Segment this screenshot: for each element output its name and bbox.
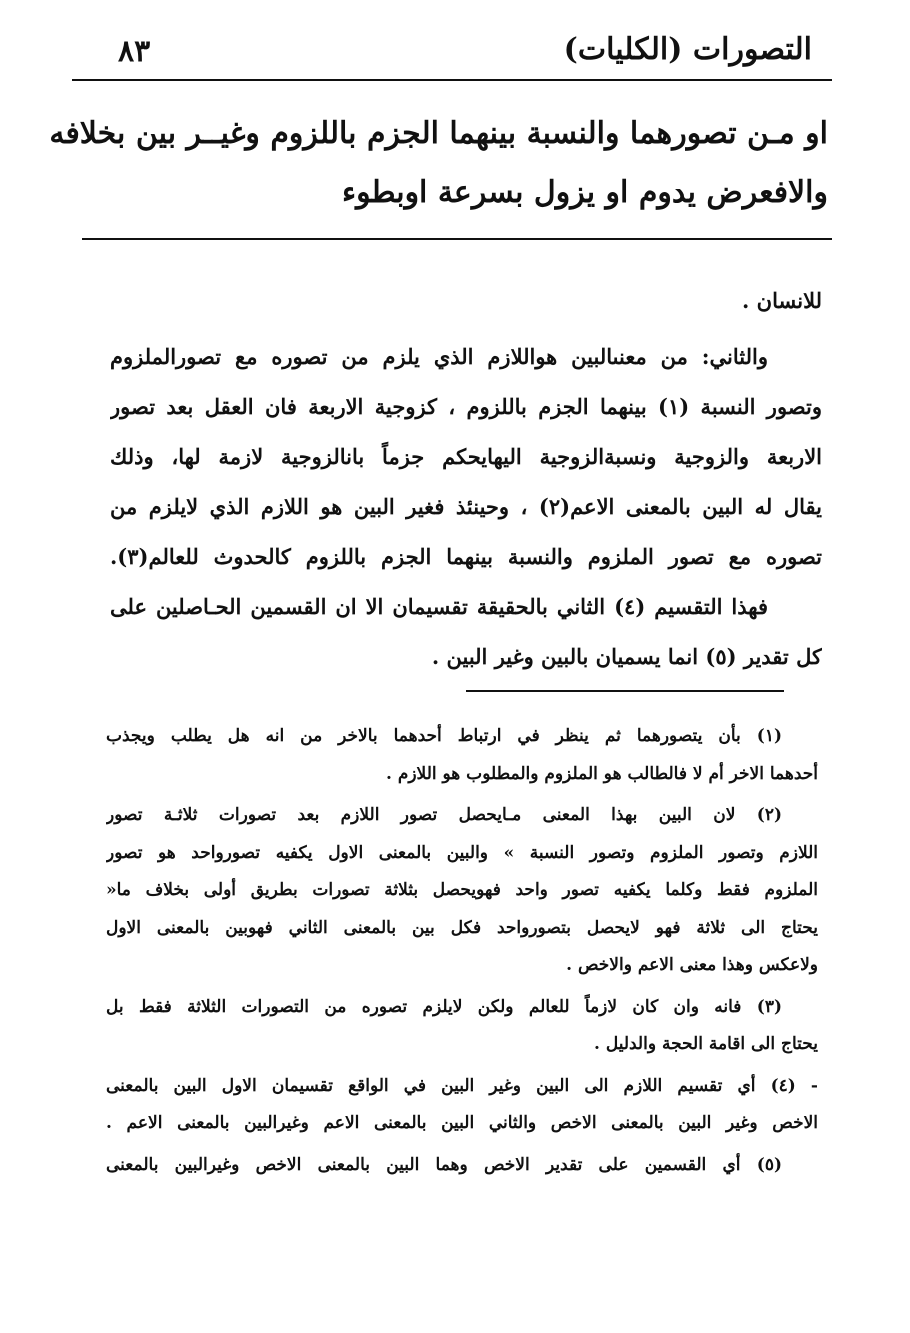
verse-line: او مـن تصورهما والنسبة بينهما الجزم باللزوم وغيــر بين بخلافه — [49, 116, 828, 151]
footnote-3 — [106, 989, 818, 1064]
body-line: والثاني: من معنىالبين هواللازم الذي يلزم من تصوره مع تصورالملزوم — [110, 344, 768, 369]
footnote-line: الاخص وغير البين بالمعنى الاخص والثاني البين بالمعنى الاعم وغيرالبين بالمعنى الاعم . — [106, 1113, 818, 1133]
footnote-2 — [106, 797, 818, 985]
body-line: يقال له البين بالمعنى الاعم(٢) ، وحينئذ فغير البين هو اللازم الذي لايلزم من — [110, 494, 822, 519]
running-title: التصورات (الكليات) — [563, 32, 812, 67]
footnote-line: أحدهما الاخر أم لا فالطالب هو الملزوم والمطلوب هو اللازم . — [385, 763, 818, 784]
footnote-line: (٣) فانه وان كان لازماً للعالم ولكن لايلزم تصوره من التصورات الثلاثة فقط بل — [106, 996, 782, 1017]
footnote-4 — [106, 1068, 818, 1143]
page-number: ٨٣ — [118, 34, 151, 69]
footnote-line: (٢) لان البين بهذا المعنى مـايحصل تصور اللازم بعد تصورات ثلاثـة تصور — [106, 805, 782, 825]
footnote-line: الملزوم فقط وكلما يكفيه تصور واحد فهويحصل بثلاثة تصورات بطريق أولى بخلاف ما« — [106, 880, 818, 900]
body-line: تصوره مع تصور الملزوم والنسبة بينهما الجزم باللزوم كالحدوث للعالم(٣). — [110, 544, 822, 569]
footnote-line: ولاعكس وهذا معنى الاعم والاخص . — [566, 955, 818, 975]
page-header — [110, 32, 830, 82]
verse-quote — [49, 104, 828, 222]
footnotes — [106, 718, 818, 1184]
footnote-5 — [106, 1147, 818, 1185]
footnote-separator — [466, 690, 784, 692]
footnote-line: اللازم وتصور الملزوم وتصور النسبة » والبين بالمعنى الاول يكفيه تصورواحد هو تصور — [106, 842, 818, 863]
verse-rule — [82, 238, 832, 240]
verse-line: والافعرض يدوم او يزول بسرعة اوبطوء — [342, 175, 828, 210]
body-text — [110, 276, 822, 682]
footnote-line: (٥) أي القسمين على تقدير الاخص وهما البين بالمعنى الاخص وغيرالبين بالمعنى — [106, 1154, 782, 1175]
footnote-1 — [106, 718, 818, 793]
footnote-line: يحتاج الى ثلاثة فهو لايحصل بتصورواحد فكل بين بالمعنى الثاني فهوبين بالمعنى الاول — [106, 917, 818, 938]
body-line: للانسان . — [742, 288, 822, 313]
body-line: فهذا التقسيم (٤) الثاني بالحقيقة تقسيمان الا ان القسمين الحـاصلين على — [110, 594, 769, 619]
footnote-line: (١) بأن يتصورهما ثم ينظر في ارتباط أحدهما بالاخر من انه هل يطلب ويجذب — [106, 726, 782, 746]
body-line: كل تقدير (٥) انما يسميان بالبين وغير البين . — [431, 644, 822, 669]
header-rule — [72, 79, 832, 81]
body-line: الاربعة والزوجية ونسبةالزوجية اليهايحكم جزماً بانالزوجية لازمة لها، وذلك — [110, 444, 822, 469]
footnote-line: - (٤) أي تقسيم اللازم الى البين وغير البين في الواقع تقسيمان الاول البين بالمعنى — [106, 1075, 818, 1096]
body-line: وتصور النسبة (١) بينهما الجزم باللزوم ، كزوجية الاربعة فان العقل بعد تصور — [110, 394, 822, 419]
footnote-line: يحتاج الى اقامة الحجة والدليل . — [593, 1034, 818, 1054]
